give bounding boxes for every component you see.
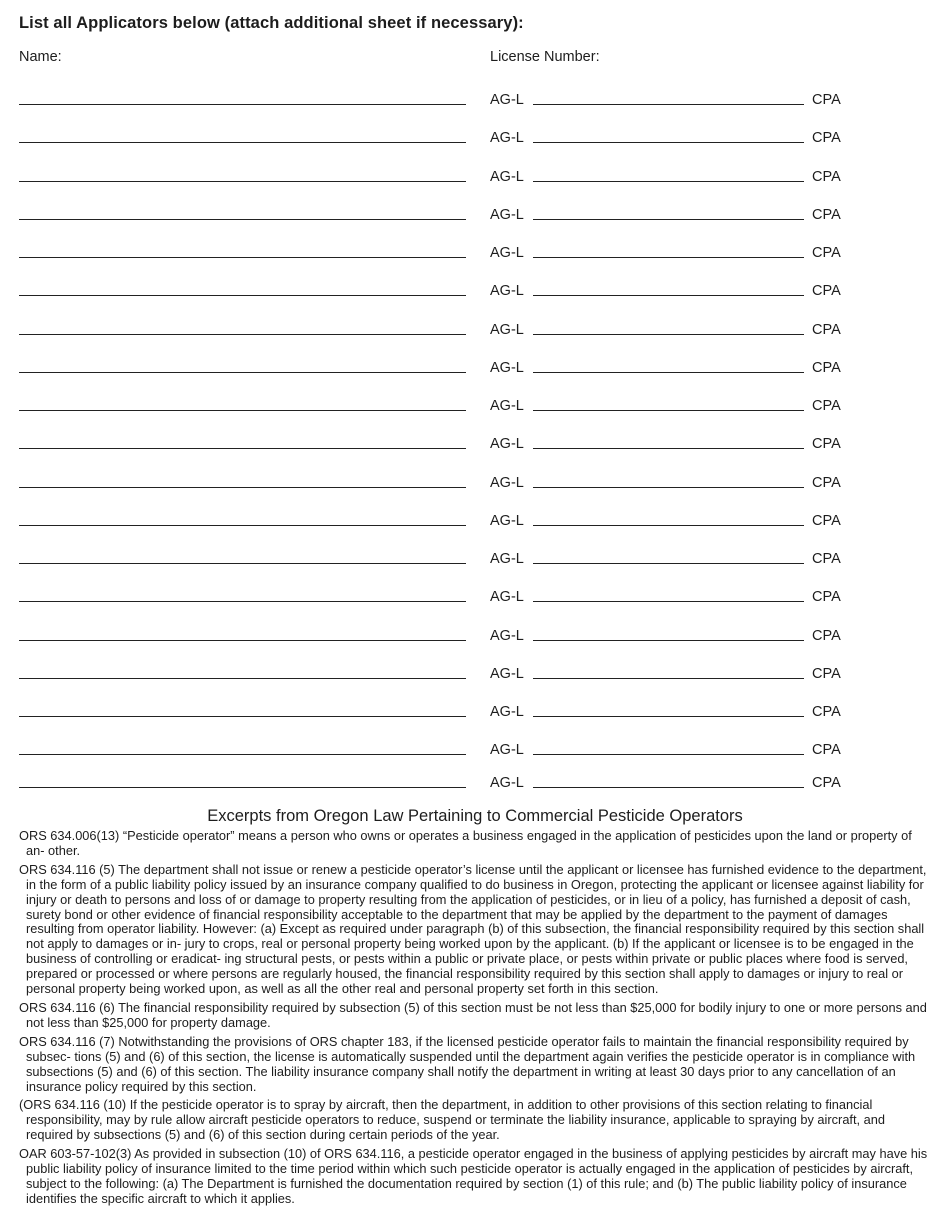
license-suffix: CPA (812, 206, 841, 223)
law-excerpts (19, 829, 931, 1211)
license-prefix: AG-L (490, 321, 524, 338)
license-prefix: AG-L (490, 665, 524, 682)
license-prefix: AG-L (490, 398, 524, 414)
license-suffix: CPA (812, 704, 841, 720)
excerpt-paragraph: ORS 634.116 (7) Notwithstanding the provisions of ORS chapter 183, if the licensed pesticide operator fails to maintain the financial responsibility required by subsec- tions (5) and (6) of this section, the license is automatically suspended until the department again verifies the pesticide operator is in compliance with subsections (5) and (6) of this section. The liability insurance company shall notify the department in writing at least 30 days prior to any cancellation of an insurance policy required by this section. (19, 1033, 916, 1094)
applicators-heading: List all Applicators below (attach additional sheet if necessary): (19, 14, 524, 32)
license-number-field[interactable] (533, 142, 804, 143)
applicator-row (0, 207, 950, 229)
license-prefix: AG-L (490, 589, 524, 606)
license-number-field[interactable] (533, 487, 804, 488)
license-number-field[interactable] (533, 257, 804, 258)
license-suffix: CPA (812, 551, 841, 567)
license-number-field[interactable] (533, 716, 804, 717)
applicator-row (0, 360, 950, 382)
license-prefix: AG-L (490, 436, 524, 453)
applicator-name-field[interactable] (19, 410, 466, 411)
license-number-field[interactable] (533, 678, 804, 679)
license-suffix: CPA (812, 665, 841, 682)
applicator-name-field[interactable] (19, 601, 466, 602)
license-number-field[interactable] (533, 410, 804, 411)
license-prefix: AG-L (490, 92, 524, 108)
license-suffix: CPA (812, 245, 841, 261)
license-prefix: AG-L (490, 130, 524, 147)
applicator-row (0, 513, 950, 535)
license-suffix: CPA (812, 359, 841, 376)
license-number-field[interactable] (533, 640, 804, 641)
license-suffix: CPA (812, 775, 841, 791)
license-suffix: CPA (812, 512, 841, 529)
license-number-field[interactable] (533, 334, 804, 335)
applicator-row (0, 551, 950, 573)
applicator-row (0, 130, 950, 152)
applicator-row (0, 169, 950, 191)
applicator-name-field[interactable] (19, 525, 466, 526)
license-number-field[interactable] (533, 525, 804, 526)
license-prefix: AG-L (490, 168, 524, 185)
excerpt-paragraph: ORS 634.116 (6) The financial responsibility required by subsection (5) of this section must be not less than $25,000 for bodily injury to one or more persons and not less than $25,000 for property damage. (19, 999, 927, 1030)
license-number-field[interactable] (533, 372, 804, 373)
license-prefix: AG-L (490, 245, 524, 261)
license-number-field[interactable] (533, 448, 804, 449)
applicator-name-field[interactable] (19, 678, 466, 679)
license-prefix: AG-L (490, 704, 524, 720)
applicator-name-field[interactable] (19, 219, 466, 220)
applicator-name-field[interactable] (19, 716, 466, 717)
applicator-name-field[interactable] (19, 334, 466, 335)
excerpt-paragraph: ORS 634.116 (5) The department shall not issue or renew a pesticide operator’s license until the applicant or licensee has furnished evidence to the department, in the form of a public liability policy issued by an insurance company qualified to do business in Oregon, protecting the applicant or licensee against liability for injury or death to persons and loss of or damage to property resulting from the application of pesticides, or in lieu of a policy, has furnished a deposit of cash, surety bond or other evidence of financial responsibility acceptable to the department that may be applied by the department to the payment of damages resulting from operator liability. However: (a) Except as required under paragraph (b) of this subsection, the financial responsibility required by this section shall not apply to damages or in- jury to crops, real or personal property being worked upon by the applicant. (b) If the applicant or licensee is to be engaged in the business of controlling or eradicat- ing structural pests, or pests within a public or private place, or pests within private or public places where food is served, prepared or processed or where persons are regularly housed, the financial responsibility required by this section shall apply to damages or injury to real or personal property being worked upon, as well as all the other real and personal property set forth in this section. (19, 861, 927, 997)
license-number-field[interactable] (533, 787, 804, 788)
applicator-row (0, 92, 950, 114)
license-suffix: CPA (812, 627, 841, 644)
name-column-label: Name: (19, 49, 62, 65)
license-prefix: AG-L (490, 206, 524, 223)
license-column-label: License Number: (490, 49, 600, 65)
applicator-row (0, 666, 950, 688)
excerpt-paragraph: OAR 603-57-102(3) As provided in subsection (10) of ORS 634.116, a pesticide operator engaged in the business of applying pesticides by aircraft may have his public liability policy of insurance limited to the time period within which such pesticide operator is actually engaged in the application of pesticides by aircraft, subject to the following: (a) The Department is furnished the documentation required by section (1) of this rule; and (b) The public liability policy of insurance identifies the specific aircraft to which it applies. (19, 1146, 928, 1206)
applicator-row (0, 475, 950, 497)
applicator-name-field[interactable] (19, 142, 466, 143)
applicator-row (0, 436, 950, 458)
excerpt-paragraph: ORS 634.006(13) “Pesticide operator” means a person who owns or operates a business engaged in the application of pesticides upon the land or property of an- other. (19, 828, 912, 858)
license-suffix: CPA (812, 321, 841, 338)
license-prefix: AG-L (490, 283, 524, 300)
license-suffix: CPA (812, 92, 841, 108)
applicator-name-field[interactable] (19, 754, 466, 755)
applicator-name-field[interactable] (19, 563, 466, 564)
applicator-row (0, 322, 950, 344)
license-prefix: AG-L (490, 551, 524, 567)
license-prefix: AG-L (490, 627, 524, 644)
license-suffix: CPA (812, 589, 841, 606)
license-number-field[interactable] (533, 754, 804, 755)
applicator-row (0, 628, 950, 650)
license-prefix: AG-L (490, 359, 524, 376)
applicator-row (0, 775, 950, 797)
applicator-name-field[interactable] (19, 487, 466, 488)
applicator-name-field[interactable] (19, 448, 466, 449)
license-suffix: CPA (812, 398, 841, 414)
license-number-field[interactable] (533, 181, 804, 182)
excerpts-title: Excerpts from Oregon Law Pertaining to Commercial Pesticide Operators (207, 807, 743, 825)
applicator-name-field[interactable] (19, 372, 466, 373)
license-number-field[interactable] (533, 219, 804, 220)
applicator-row (0, 589, 950, 611)
license-prefix: AG-L (490, 775, 524, 791)
license-number-field[interactable] (533, 104, 804, 105)
license-suffix: CPA (812, 283, 841, 300)
license-suffix: CPA (812, 130, 841, 147)
license-suffix: CPA (812, 168, 841, 185)
applicator-name-field[interactable] (19, 295, 466, 296)
applicator-name-field[interactable] (19, 640, 466, 641)
license-number-field[interactable] (533, 563, 804, 564)
license-suffix: CPA (812, 474, 841, 491)
license-number-field[interactable] (533, 601, 804, 602)
excerpt-paragraph: (ORS 634.116 (10) If the pesticide operator is to spray by aircraft, then the department, in addition to other provisions of this section relating to financial responsibility, may by rule allow aircraft pesticide operators to reduce, suspend or terminate the liability insurance, applicable to spraying by aircraft, and required by subsections (5) and (6) of this section during certain periods of the year. (19, 1097, 886, 1143)
applicator-row (0, 245, 950, 267)
license-prefix: AG-L (490, 474, 524, 491)
applicator-name-field[interactable] (19, 181, 466, 182)
applicator-name-field[interactable] (19, 104, 466, 105)
applicator-row (0, 742, 950, 764)
applicator-name-field[interactable] (19, 787, 466, 788)
license-prefix: AG-L (490, 742, 524, 759)
applicator-row (0, 704, 950, 726)
license-suffix: CPA (812, 436, 841, 453)
license-prefix: AG-L (490, 512, 524, 529)
applicator-name-field[interactable] (19, 257, 466, 258)
license-number-field[interactable] (533, 295, 804, 296)
applicator-row (0, 283, 950, 305)
applicator-row (0, 398, 950, 420)
license-suffix: CPA (812, 742, 841, 759)
